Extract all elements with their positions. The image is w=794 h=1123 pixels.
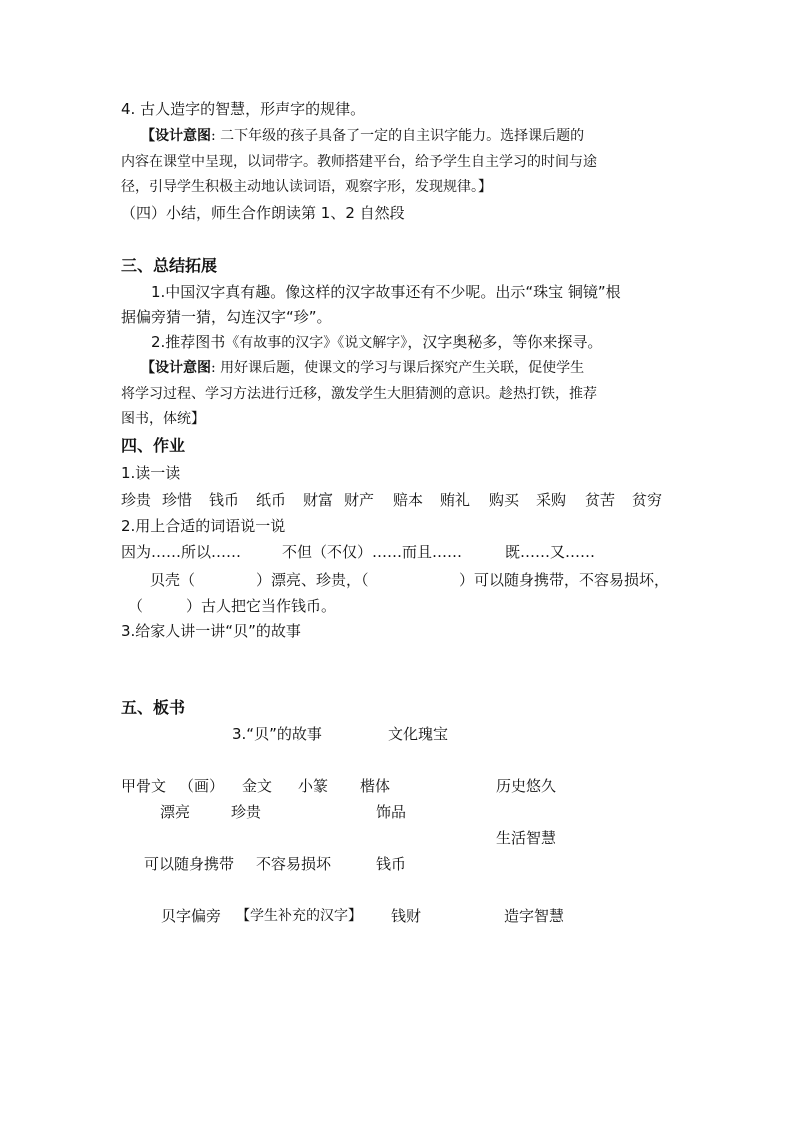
word: 赔本 (393, 491, 424, 509)
board-item: 可以随身携带 (144, 855, 235, 873)
word: 珍贵 (121, 491, 152, 509)
design-intent-text: 将学习过程、学习方法进行迁移，激发学生大胆猜测的意识。趁热打铁，推荐 (121, 386, 597, 402)
heading-summary-extension: 三、总结拓展 (121, 256, 218, 275)
word: 财富 (303, 491, 334, 509)
homework-item-1: 1.读一读 (121, 464, 181, 482)
board-item: 甲骨文 (121, 777, 167, 795)
connective: 既……又…… (505, 543, 596, 561)
paragraph-1: 据偏旁猜一猜，勾连汉字“珍”。 (121, 308, 332, 326)
board-item: 钱币 (376, 855, 407, 873)
homework-item-3: 3.给家人讲一讲“贝”的故事 (121, 622, 301, 640)
word: 贫苦 (585, 491, 616, 509)
word: 钱币 (209, 491, 240, 509)
board-item: （画） (179, 777, 225, 795)
section-point-4: 4. 古人造字的智慧，形声字的规律。 (121, 100, 366, 118)
connective: 不但（不仅）……而且…… (282, 543, 463, 561)
board-theme: 历史悠久 (496, 777, 557, 795)
board-item: 小篆 (298, 777, 329, 795)
board-item: 钱财 (391, 907, 422, 925)
heading-homework: 四、作业 (121, 436, 186, 455)
word: 贫穷 (632, 491, 663, 509)
word: 纸币 (256, 491, 287, 509)
board-item: 不容易损坏 (256, 855, 332, 873)
board-theme: 生活智慧 (496, 829, 557, 847)
design-intent-text: 径，引导学生积极主动地认读词语，观察字形，发现规律。】 (121, 179, 492, 195)
summary-line: （四）小结，师生合作朗读第 1、2 自然段 (121, 204, 405, 222)
board-theme: 文化瑰宝 (388, 725, 449, 743)
design-intent-title: 【设计意图 (141, 128, 211, 144)
word: 财产 (344, 491, 375, 509)
design-intent-text: 图书，体统】 (121, 411, 205, 427)
board-item: 珍贵 (231, 803, 262, 821)
board-item: 饰品 (376, 803, 407, 821)
word: 贿礼 (440, 491, 471, 509)
board-item: 贝字偏旁 (161, 907, 222, 925)
design-intent-text: : 二下年级的孩子具备了一定的自主识字能力。选择课后题的 (211, 128, 585, 144)
word: 采购 (536, 491, 567, 509)
board-item: 漂亮 (160, 803, 191, 821)
design-intent-title: 【设计意图 (141, 360, 211, 376)
word: 购买 (489, 491, 520, 509)
paragraph-2: 2.推荐图书《有故事的汉字》《说文解字》，汉字奥秘多，等你来探寻。 (151, 333, 603, 351)
paragraph-1: 1.中国汉字真有趣。像这样的汉字故事还有不少呢。出示“珠宝 铜镜”根 (151, 283, 621, 301)
board-item: 楷体 (360, 777, 391, 795)
board-theme: 造字智慧 (504, 907, 565, 925)
document-page: 4. 古人造字的智慧，形声字的规律。 【设计意图: 二下年级的孩子具备了一定的自主识字能力。选择课后题的 内容在课堂中呈现，以词带字。教师搭建平台，给予学生自主学习的时间与途 径，引导学生积极主动地认读词语，观察字形，发现规律。】 （四）小结，师生合作朗读第 1、2 自然段 三、总结拓展 1.中国汉字真有趣。像这样的汉字故事还有不少呢。出示“珠宝 铜镜”根 据偏旁猜一猜，勾连汉字“珍”。 2.推荐图书《有故事的汉字》《说文解字》，汉字奥秘多，等你来探寻。 【设计意图: 用好课后题，使课文的学习与课后探究产生关联，促使学生 将学习过程、学习方法进行迁移，激发学生大胆猜测的意识。趁热打铁，推荐 图书，体统】 四、作业 1.读一读 珍贵 珍惜 钱币 纸币 财富 财产 赔本 贿礼 购买 采购 贫苦 贫穷 2.用上合适的词语说一说 因为……所以…… 不但（不仅）……而且…… 既……又…… 贝壳（ ）漂亮、珍贵，（ ）可以随身携带，不容易损坏， （ ）古人把它当作钱币。 3.给家人讲一讲“贝”的故事 五、板书 3.“贝”的故事 文化瑰宝 甲骨文 （画） 金文 小篆 楷体 历史悠久 漂亮 珍贵 饰品 生活智慧 可以随身携带 不容易损坏 钱币 贝字偏旁 【学生补充的汉字】 钱财 造字智慧 (121, 100, 670, 925)
book-titles: 《有故事的汉字》《说文解字》 (225, 335, 408, 351)
board-item: 金文 (242, 777, 273, 795)
board-item: 【学生补充的汉字】 (236, 908, 362, 924)
connective: 因为……所以…… (121, 543, 242, 561)
homework-item-2: 2.用上合适的词语说一说 (121, 517, 286, 535)
heading-blackboard: 五、板书 (121, 698, 186, 717)
board-title: 3.“贝”的故事 (232, 725, 322, 743)
design-intent-text: : 用好课后题，使课文的学习与课后探究产生关联，促使学生 (211, 360, 585, 376)
word: 珍惜 (162, 491, 193, 509)
design-intent-text: 内容在课堂中呈现，以词带字。教师搭建平台，给予学生自主学习的时间与途 (121, 154, 597, 170)
